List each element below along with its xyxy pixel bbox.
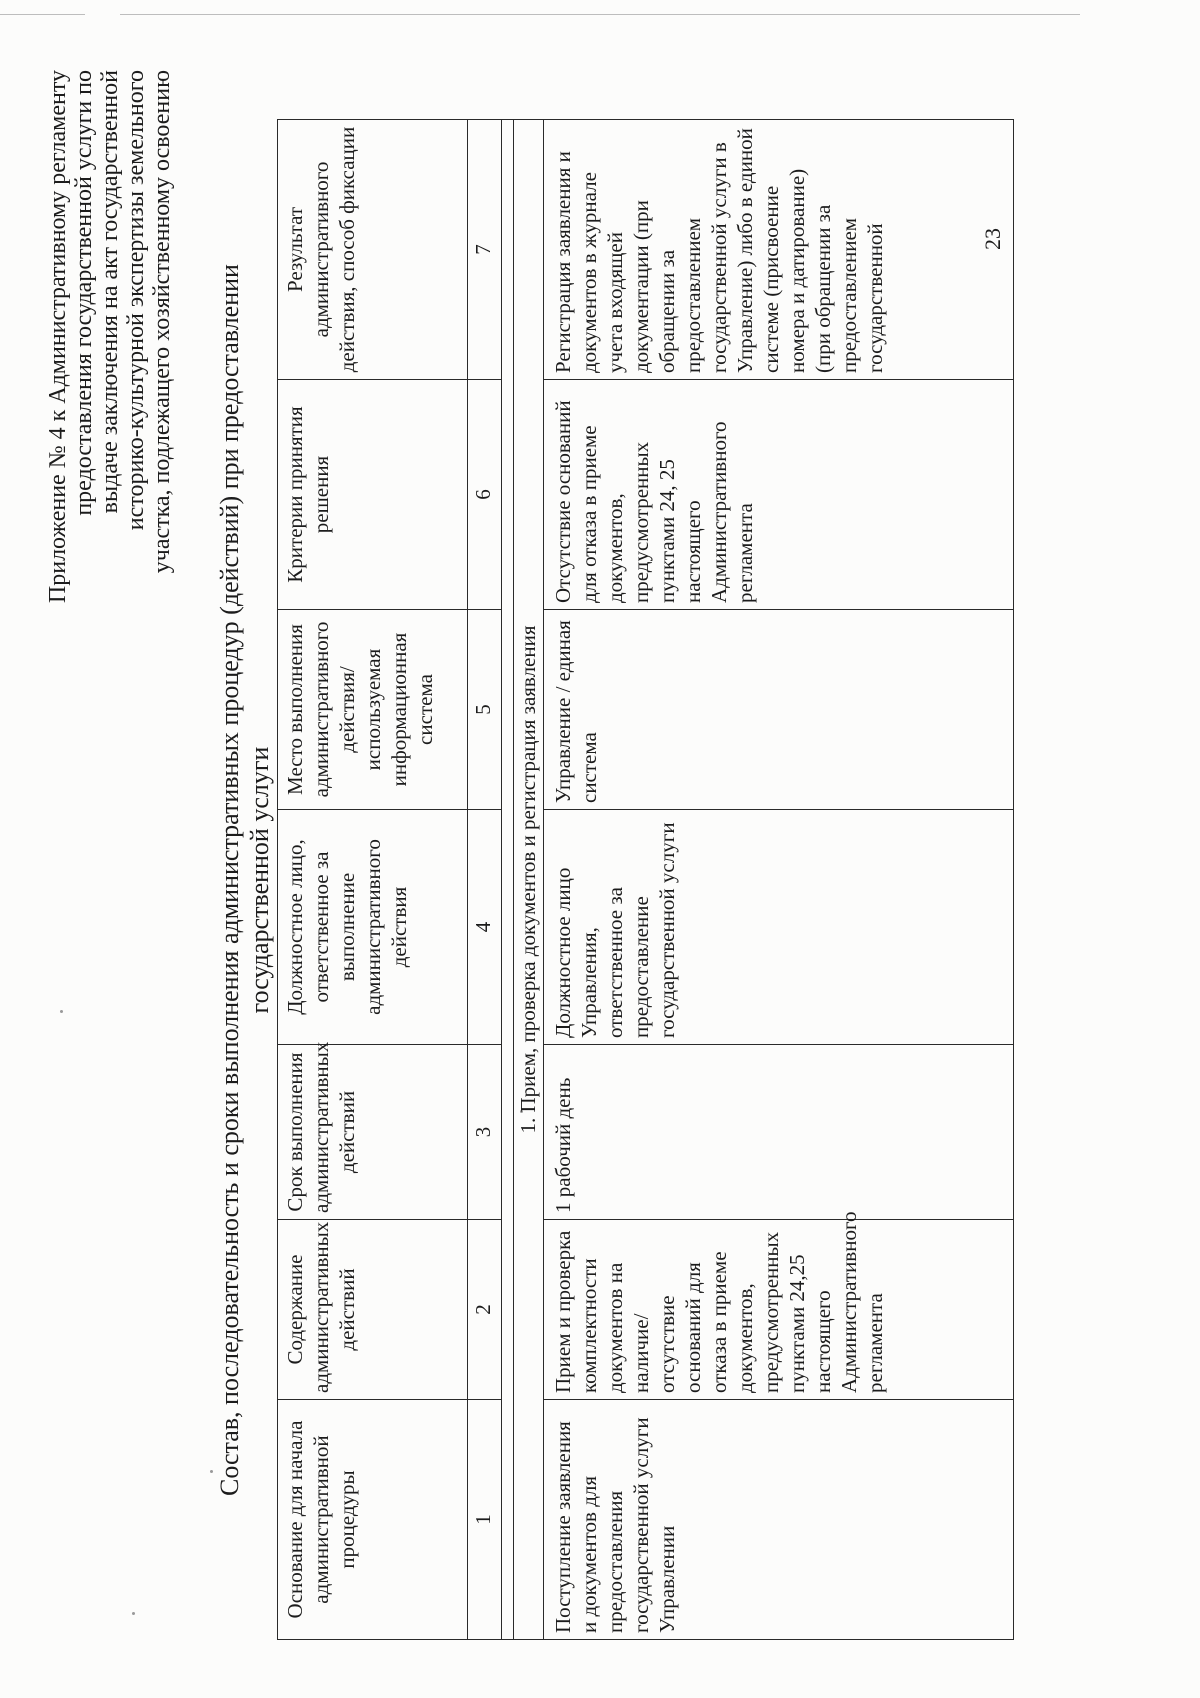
column-number: 4 [468, 810, 502, 1045]
column-header: Результат административного действия, способ фиксации [278, 120, 468, 380]
appendix-header [45, 70, 175, 860]
section-title: 1. Прием, проверка документов и регистрация заявления [514, 120, 544, 1640]
column-header: Место выполнения административного действия/ используемая информационная система [278, 610, 468, 810]
table-divider-row [502, 120, 514, 1640]
rotated-page [45, 10, 1055, 1650]
appendix-line: участка, подлежащего хозяйственному освоению [149, 70, 175, 574]
procedures-table [277, 119, 1014, 1640]
document-title [215, 110, 275, 1650]
column-number: 1 [468, 1400, 502, 1640]
table-cell-content: Прием и проверка комплектности документов на наличие/отсутствие оснований для отказа в приеме документов, предусмотренных пунктами 24,25 настоящего Административного регламента [544, 1220, 1014, 1400]
table-cell-place: Управление / единая система [544, 610, 1014, 810]
table-cell-term: 1 рабочий день [544, 1045, 1014, 1220]
column-header: Содержание административных действий [278, 1220, 468, 1400]
column-number: 7 [468, 120, 502, 380]
document-title-line: государственной услуги [245, 746, 274, 1014]
appendix-line: предоставления государственной услуги по [71, 70, 97, 516]
table-cell-result: Регистрация заявления и документов в журнале учета входящей документации (при обращении за предоставлением государственной услуги в Управление) либо в единой системе (присвоение номера и датирование) (при обращении за предоставлением государственной [544, 120, 1014, 380]
section-row [514, 120, 544, 1640]
page-number: 23 [980, 228, 1005, 250]
column-number: 3 [468, 1045, 502, 1220]
appendix-line: историко-культурной экспертизы земельного [123, 70, 149, 531]
column-number: 2 [468, 1220, 502, 1400]
table-cell-criteria: Отсутствие оснований для отказа в приеме документов, предусмотренных пунктами 24, 25 настоящего Административного регламента [544, 380, 1014, 610]
appendix-line: выдаче заключения на акт государственной [97, 70, 123, 514]
column-number: 6 [468, 380, 502, 610]
column-header: Должностное лицо, ответственное за выполнение административного действия [278, 810, 468, 1045]
column-header: Основание для начала административной процедуры [278, 1400, 468, 1640]
table-cell-basis: Поступление заявления и документов для предоставления государственной услуги Управлении [544, 1400, 1014, 1640]
document-title-line: Состав, последовательность и сроки выполнения административных процедур (действий) при предоставлении [215, 264, 244, 1496]
table-cell-official: Должностное лицо Управления, ответственное за предоставление государственной услуги [544, 810, 1014, 1045]
table-header-row [278, 120, 468, 1640]
column-header: Критерии принятия решения [278, 380, 468, 610]
column-header: Срок выполнения административных действий [278, 1045, 468, 1220]
column-number-row [468, 120, 502, 1640]
appendix-line: Приложение № 4 к Административному регламенту [45, 70, 71, 604]
table-row [544, 120, 1014, 1640]
column-number: 5 [468, 610, 502, 810]
table-divider [502, 120, 514, 1640]
